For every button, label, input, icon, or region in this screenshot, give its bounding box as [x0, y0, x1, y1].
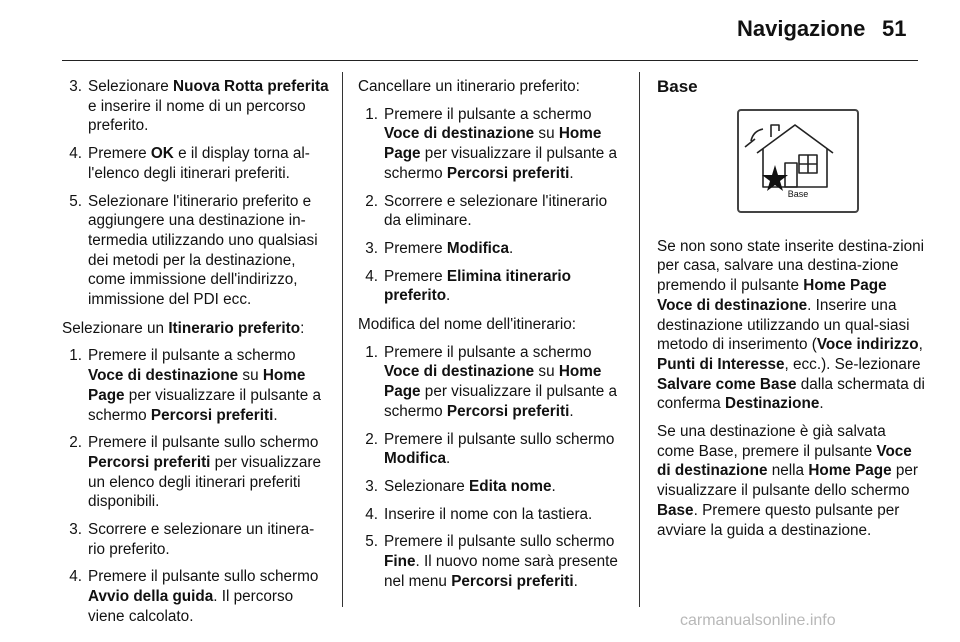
list-item — [358, 505, 626, 525]
column-divider-1 — [342, 72, 343, 607]
text-run: , — [918, 336, 923, 354]
bold-term: OK — [150, 145, 174, 163]
text-run: Premere il pulsante a schermo — [384, 343, 592, 361]
text-run: Premere — [88, 145, 151, 163]
text-run: nella — [767, 462, 809, 480]
item-number: 2. — [365, 192, 378, 210]
item-number: 3. — [365, 239, 378, 257]
item-number: 5. — [69, 192, 82, 210]
text-run: . — [446, 450, 451, 468]
text-run: . — [573, 572, 578, 590]
text-run: . Premere questo pulsante per avviare la guida a destinazione. — [657, 501, 900, 539]
icon-caption: Base — [787, 189, 809, 199]
item-number: 4. — [365, 267, 378, 285]
column-2 — [358, 77, 626, 600]
text-run: . — [446, 287, 451, 305]
list-item — [358, 532, 626, 591]
text-run: . — [273, 406, 278, 424]
text-run: su — [534, 125, 559, 143]
list-item — [358, 430, 626, 469]
item-number: 1. — [69, 347, 82, 365]
text-run: Scorrere e selezionare l'itinerario da eliminare. — [384, 192, 608, 230]
bold-term: Percorsi preferiti — [451, 572, 574, 590]
home-star-icon — [737, 109, 859, 213]
step-list — [62, 77, 330, 310]
text-run: Selezionare — [384, 477, 470, 495]
bold-term: Modifica — [384, 450, 447, 468]
text-run: . — [569, 164, 574, 182]
item-number: 4. — [69, 568, 82, 586]
list-item — [62, 433, 330, 512]
text-run: su — [238, 367, 263, 385]
bold-term: Elimina itinerario preferito — [384, 267, 572, 305]
bold-term: Percorsi preferiti — [446, 164, 570, 182]
list-item — [62, 192, 330, 310]
bold-term: Home Page — [88, 367, 306, 404]
section-heading: Base — [657, 77, 698, 96]
bold-term: Percorsi preferiti — [88, 453, 211, 471]
list-item — [358, 192, 626, 231]
text-run: per visualizzare il pulsante a schermo — [384, 383, 617, 420]
text-run: su — [534, 363, 559, 381]
item-number: 2. — [365, 430, 378, 448]
bold-term: Destinazione — [725, 395, 820, 413]
text-run: per visualizzare il pulsante a schermo — [384, 145, 617, 182]
list-item — [62, 567, 330, 626]
list-item — [358, 105, 626, 184]
text-run: . — [569, 402, 574, 420]
text-run: Scorrere e selezionare un itinera-rio preferito. — [88, 521, 315, 558]
text-run: Premere il pulsante a schermo — [88, 347, 296, 365]
text-run: Selezionare un — [62, 319, 169, 337]
page-number: 51 — [882, 16, 907, 41]
header-rule — [62, 60, 918, 61]
bold-term: Voce di destinazione — [88, 367, 239, 385]
bold-term: Punti di Interesse — [657, 355, 785, 373]
step-list — [62, 346, 330, 626]
bold-term: Voce di destinazione — [384, 125, 535, 143]
text-run: . — [508, 239, 514, 257]
text-run: Premere il pulsante sullo schermo — [384, 430, 615, 448]
list-item — [62, 144, 330, 183]
text-run: e inserire il nome di un percorso preferito. — [88, 97, 306, 135]
item-number: 3. — [365, 477, 378, 495]
text-run: per visualizzare il pulsante a schermo — [88, 386, 321, 424]
page-title: Navigazione — [737, 16, 866, 41]
list-item — [62, 346, 330, 425]
text-run: . Il nuovo nome sarà presente nel menu — [384, 553, 618, 590]
text-run: Premere il pulsante sullo schermo — [88, 434, 319, 452]
list-item — [358, 239, 626, 259]
text-run: dalla schermata di conferma — [657, 375, 925, 413]
bold-term: Voce indirizzo — [816, 336, 919, 354]
bold-term: Edita nome — [469, 477, 552, 495]
bold-term: Fine — [384, 553, 416, 571]
bold-term: Modifica — [446, 239, 509, 257]
text-run: . — [551, 477, 556, 495]
list-item — [62, 77, 330, 136]
text-run: per visualizzare il pulsante dello schermo — [657, 462, 918, 500]
column-3 — [657, 77, 925, 548]
section-intro — [358, 315, 626, 335]
item-number: 3. — [69, 78, 82, 95]
item-number: 2. — [69, 434, 82, 452]
list-item — [358, 477, 626, 497]
text-run: Cancellare un itinerario preferito: — [358, 78, 580, 95]
bold-term: Percorsi preferiti — [446, 402, 570, 420]
column-1 — [62, 77, 330, 636]
item-number: 1. — [365, 105, 378, 123]
bold-term: Home Page — [384, 125, 602, 163]
item-number: 3. — [69, 521, 82, 539]
section-intro — [62, 319, 330, 339]
text-run: Inserire il nome con la tastiera. — [384, 505, 593, 523]
bold-term: Home Page — [384, 363, 602, 401]
bold-term: Base — [657, 501, 694, 519]
text-run: Premere il pulsante sullo schermo — [88, 568, 319, 586]
step-list — [358, 105, 626, 306]
item-number: 4. — [69, 145, 82, 163]
bold-term: Voce di destinazione — [657, 442, 912, 480]
list-item — [358, 343, 626, 422]
paragraph — [657, 422, 925, 540]
watermark: carmanualsonline.info — [680, 612, 836, 629]
text-run: Premere — [384, 267, 447, 285]
item-number: 5. — [365, 533, 378, 551]
bold-term: Itinerario preferito — [168, 319, 301, 337]
list-item — [358, 267, 626, 306]
text-run: Se non sono state inserite destina-zioni per casa, salvare una destina-zione premendo il pulsante — [657, 237, 925, 295]
text-run: , ecc.). Se-lezionare — [784, 355, 921, 373]
item-number: 4. — [365, 505, 378, 523]
bold-term: Nuova Rotta preferita — [173, 78, 329, 95]
paragraph — [657, 237, 925, 414]
text-run: . — [819, 395, 824, 413]
item-number: 1. — [365, 343, 378, 361]
house-drawing — [743, 113, 849, 193]
text-run: e il display torna al-l'elenco degli itinerari preferiti. — [88, 145, 310, 182]
bold-term: Percorsi preferiti — [150, 406, 274, 424]
bold-term: Voce di destinazione — [384, 363, 535, 381]
bold-term: Salvare come Base — [657, 375, 797, 393]
text-run: Premere il pulsante sullo schermo — [384, 533, 615, 551]
step-list — [358, 343, 626, 592]
text-run: : — [300, 319, 305, 337]
text-run: Premere il pulsante a schermo — [384, 105, 592, 123]
text-run: per visualizzare un elenco degli itinerari preferiti disponibili. — [88, 453, 321, 511]
bold-term: Home Page Voce di destinazione — [657, 277, 887, 314]
bold-term: Home Page — [808, 462, 892, 480]
text-run: . Inserire una destinazione utilizzando un qual-siasi metodo di inserimento ( — [657, 296, 910, 354]
text-run: Premere — [384, 239, 447, 257]
text-run: Selezionare l'itinerario preferito e aggiungere una destinazione in-termedia utilizzando uno qualsiasi dei metodi per la destinazione, come immissione dell'indirizzo, immissione del PDI ecc. — [88, 192, 318, 309]
column-divider-2 — [639, 72, 640, 607]
list-item — [62, 520, 330, 559]
text-run: Selezionare — [88, 78, 174, 95]
text-run: Modifica del nome dell'itinerario: — [358, 316, 577, 334]
bold-term: Avvio della guida — [88, 588, 214, 606]
body-text — [657, 237, 925, 541]
text-run: Se una destinazione è già salvata come Base, premere il pulsante — [657, 423, 886, 460]
section-intro — [358, 77, 626, 97]
text-run: . Il percorso viene calcolato. — [88, 588, 294, 625]
